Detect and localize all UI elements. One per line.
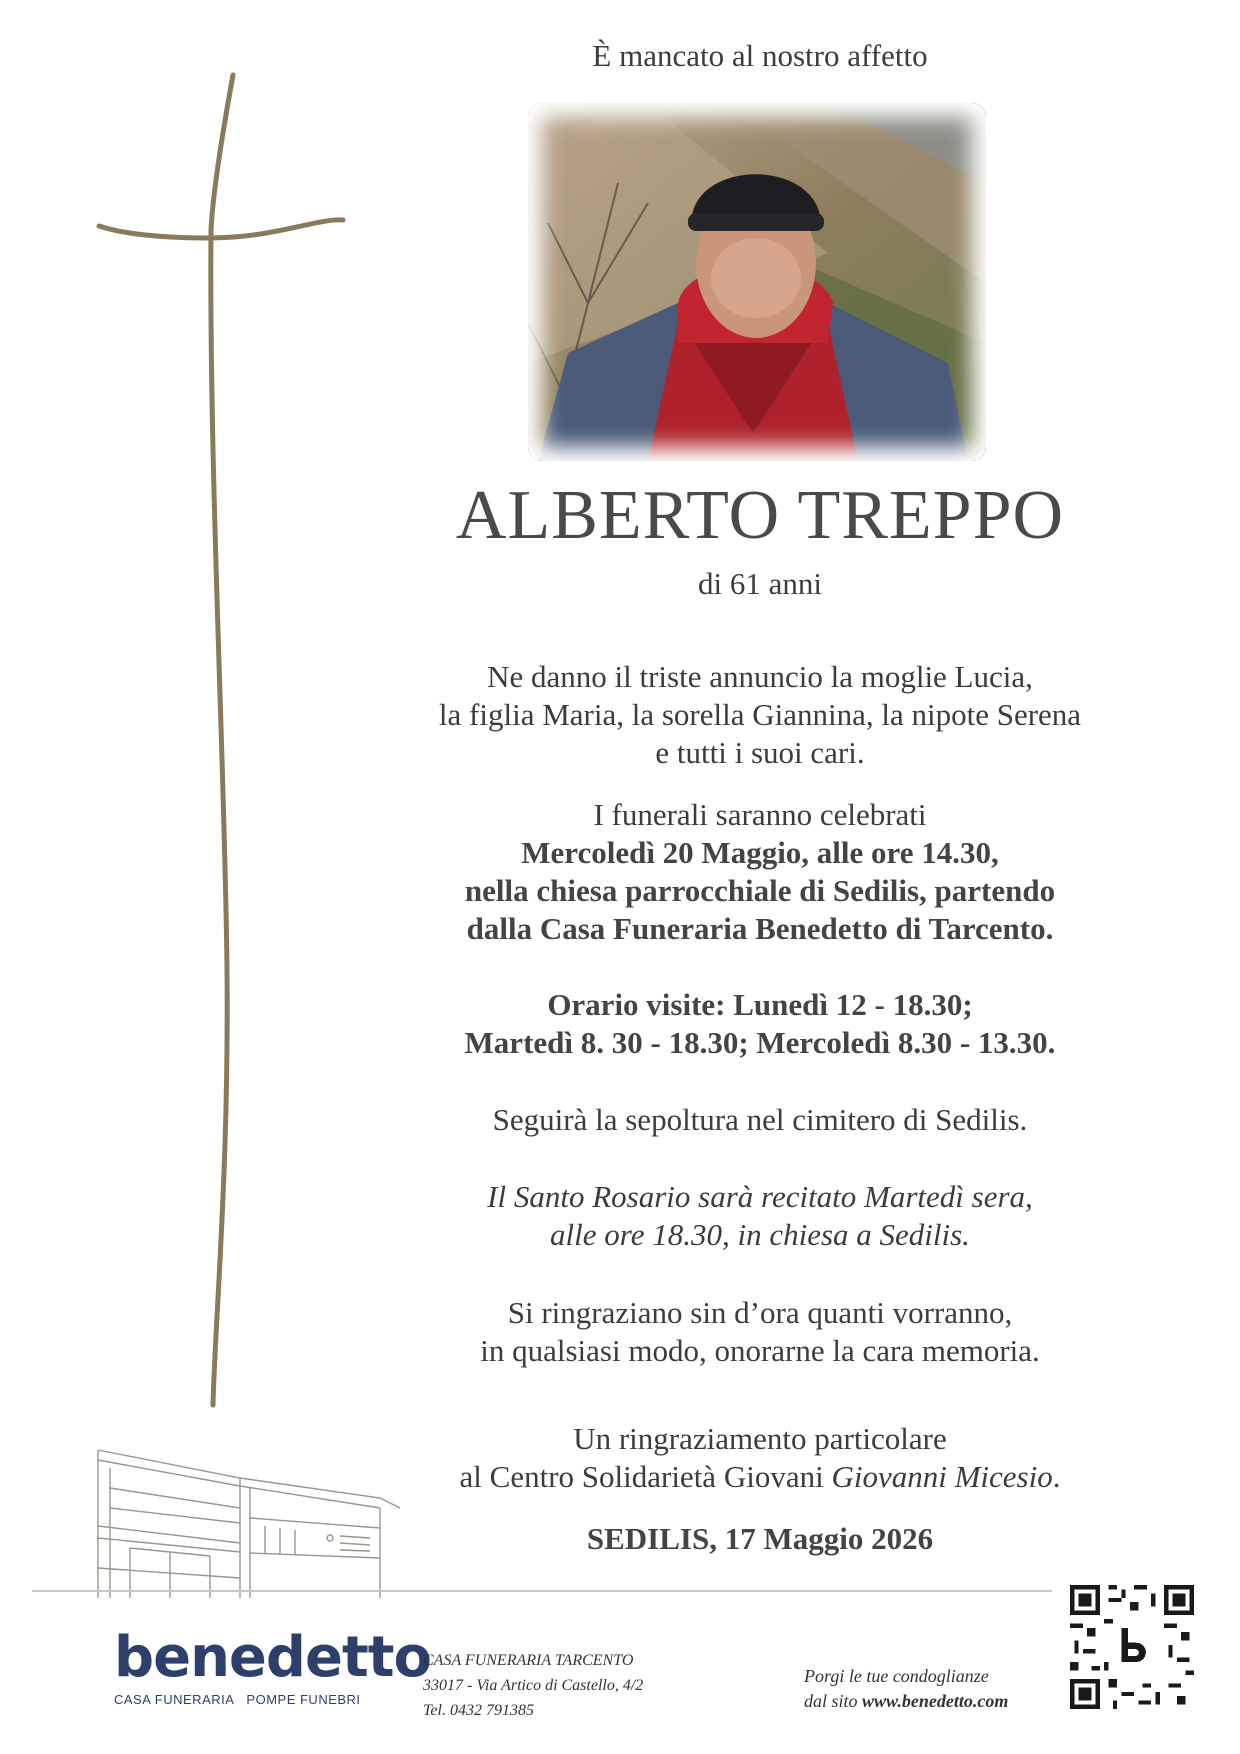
visits-line: Martedì 8. 30 - 18.30; Mercoledì 8.30 - 13.30. — [464, 1025, 1056, 1060]
special-thanks-line: Un ringraziamento particolare — [573, 1421, 947, 1456]
special-thanks-name: Giovanni Micesio — [831, 1459, 1053, 1494]
special-thanks-suffix: . — [1052, 1459, 1061, 1494]
condolences-site-line — [804, 1689, 1008, 1714]
portrait-photo — [528, 103, 986, 461]
website-link[interactable]: www.benedetto.com — [862, 1691, 1009, 1711]
cross-icon — [95, 70, 355, 1410]
announcement-line: e tutti i suoi cari. — [655, 735, 865, 770]
special-thanks-line2 — [380, 1458, 1140, 1496]
thanks-block — [380, 1294, 1140, 1370]
deceased-name: ALBERTO TREPPO — [455, 477, 1065, 554]
rosary-block — [380, 1178, 1140, 1254]
thanks-line: Si ringraziano sin d’ora quanti vorranno, — [507, 1295, 1013, 1330]
funeral-detail: Mercoledì 20 Maggio, alle ore 14.30, — [521, 835, 999, 870]
visits-block — [380, 986, 1140, 1062]
burial-line: Seguirà la sepoltura nel cimitero di Sedilis. — [492, 1102, 1028, 1137]
contact-line: Tel. 0432 791385 — [423, 1702, 534, 1719]
deceased-age: di 61 anni — [698, 566, 822, 601]
funeral-detail: dalla Casa Funeraria Benedetto di Tarcento. — [466, 911, 1054, 946]
place-date-text: SEDILIS, 17 Maggio 2026 — [586, 1521, 934, 1556]
header-text: È mancato al nostro affetto — [592, 38, 928, 73]
visits-line: Orario visite: Lunedì 12 - 18.30; — [547, 987, 973, 1022]
condolences-line: Porgi le tue condoglianze — [804, 1666, 989, 1686]
contact-line: 33017 - Via Artico di Castello, 4/2 — [423, 1677, 644, 1694]
place-date — [380, 1520, 1140, 1558]
announcement-line: Ne danno il triste annuncio la moglie Lucia, — [487, 659, 1033, 694]
thanks-line: in qualsiasi modo, onorarne la cara memoria. — [480, 1333, 1040, 1368]
brand-logo — [114, 1625, 431, 1707]
building-illustration — [90, 1448, 410, 1598]
burial-text — [380, 1101, 1140, 1139]
rosary-line: Il Santo Rosario sarà recitato Martedì sera, — [487, 1179, 1033, 1214]
condolences-block — [804, 1664, 1008, 1714]
funeral-block — [380, 796, 1140, 948]
special-thanks-prefix: al Centro Solidarietà Giovani — [459, 1459, 832, 1494]
special-thanks-block — [380, 1420, 1140, 1496]
brand-name: benedetto — [114, 1625, 431, 1690]
funeral-intro: I funerali saranno celebrati — [593, 797, 927, 832]
brand-sub-2: POMPE FUNEBRI — [246, 1692, 361, 1707]
funeral-detail: nella chiesa parrocchiale di Sedilis, partendo — [464, 873, 1056, 908]
contact-block — [423, 1648, 643, 1723]
brand-subtitle — [114, 1692, 374, 1707]
footer-divider — [32, 1590, 1052, 1592]
announcement-line: la figlia Maria, la sorella Giannina, la nipote Serena — [438, 697, 1082, 732]
qr-code-icon[interactable] — [1070, 1585, 1194, 1709]
announcement-block — [380, 658, 1140, 772]
brand-sub-1: CASA FUNERARIA — [114, 1692, 235, 1707]
condolences-prefix: dal sito — [804, 1691, 863, 1711]
contact-line: CASA FUNERARIA TARCENTO — [423, 1652, 634, 1669]
rosary-line: alle ore 18.30, in chiesa a Sedilis. — [550, 1217, 970, 1252]
